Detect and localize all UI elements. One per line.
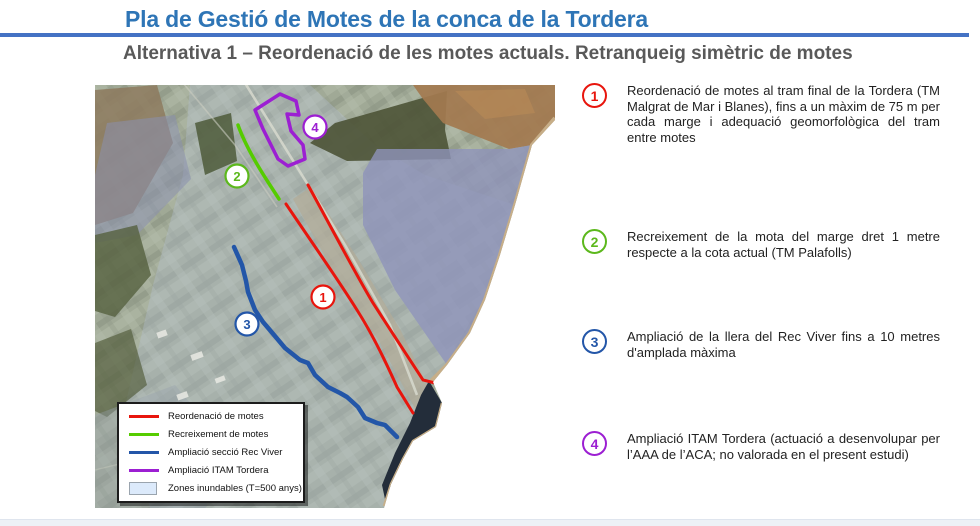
title-divider	[0, 33, 969, 37]
annotation-3-badge: 3	[582, 329, 607, 354]
green-line-swatch	[129, 433, 159, 436]
annotation-4-badge: 4	[582, 431, 607, 456]
page-title: Pla de Gestió de Motes de la conca de la Tordera	[125, 6, 648, 32]
svg-text:2: 2	[233, 169, 241, 184]
legend-item-recreixement: Recreixement de motes	[129, 426, 303, 444]
annotation-1-badge: 1	[582, 83, 607, 108]
page-subtitle: Alternativa 1 – Reordenació de les motes actuals. Retranqueig simètric de motes	[123, 43, 853, 64]
annotation-3-text: Ampliació de la llera del Rec Viver fins a 10 metres d'amplada màxima	[627, 329, 940, 360]
map-marker-2[interactable]	[226, 165, 249, 188]
blue-line-swatch	[129, 451, 159, 454]
map-marker-4[interactable]	[304, 116, 327, 139]
map-marker-3[interactable]	[236, 313, 259, 336]
svg-text:3: 3	[243, 317, 251, 332]
svg-text:4: 4	[311, 120, 319, 135]
svg-text:1: 1	[319, 290, 327, 305]
legend-item-itam: Ampliació ITAM Tordera	[129, 461, 303, 479]
flood-zone-swatch	[129, 482, 157, 495]
red-line-swatch	[129, 415, 159, 418]
map-legend	[117, 402, 305, 503]
annotation-2-badge: 2	[582, 229, 607, 254]
legend-item-reordenacio: Reordenació de motes	[129, 408, 303, 426]
purple-line-swatch	[129, 469, 159, 472]
annotation-1-text: Reordenació de motes al tram final de la Tordera (TM Malgrat de Mar i Blanes), fins a un màxim de 75 m per cada marge i adequació geomorfològica del tram entre motes	[627, 83, 940, 145]
annotation-2-text: Recreixement de la mota del marge dret 1 metre respecte a la cota actual (TM Palafolls)	[627, 229, 940, 260]
legend-item-rec-viver: Ampliació secció Rec Viver	[129, 444, 303, 462]
satellite-map[interactable]	[95, 85, 555, 510]
footer-bar	[0, 519, 980, 526]
map-marker-1[interactable]	[312, 286, 335, 309]
legend-item-zones-inundables: Zones inundables (T=500 anys)	[129, 479, 303, 497]
annotation-4-text: Ampliació ITAM Tordera (actuació a desenvolupar per l’AAA de l’ACA; no valorada en el present estudi)	[627, 431, 940, 462]
